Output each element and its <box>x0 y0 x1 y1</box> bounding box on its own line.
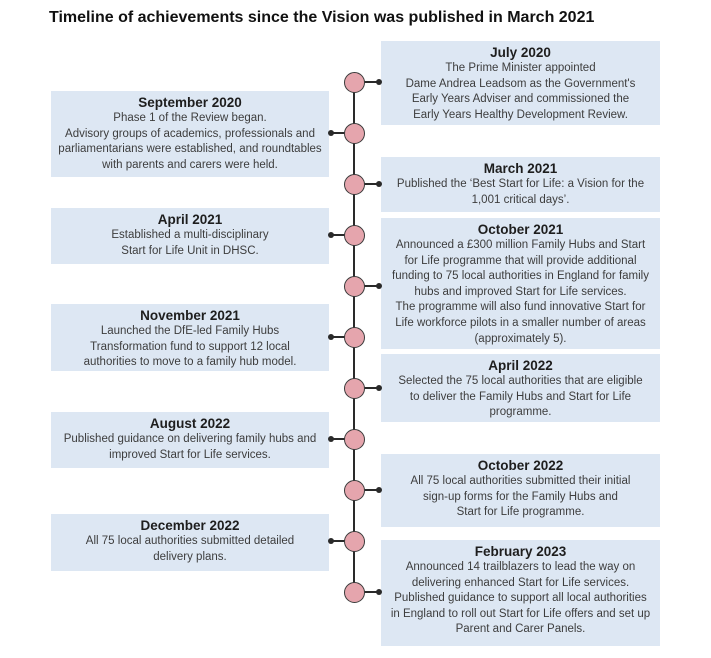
event-description-line: (approximately 5). <box>474 332 567 345</box>
event-description-line: hubs and improved Start for Life services. <box>414 285 627 298</box>
event-description-line: Phase 1 of the Review began. <box>113 112 267 124</box>
timeline-event-box <box>51 208 329 264</box>
event-description-line: funding to 75 local authorities in England for family <box>392 270 649 283</box>
event-description-line: 1,001 critical days’. <box>471 193 570 206</box>
timeline-node <box>344 378 365 399</box>
event-description-line: The Prime Minister appointed <box>445 62 596 74</box>
timeline-node <box>344 276 365 297</box>
connector-dot <box>328 130 334 136</box>
event-description-line: Start for Life Unit in DHSC. <box>121 244 259 257</box>
event-description-line: authorities to move to a family hub model. <box>83 356 297 369</box>
connector-dot <box>376 181 382 187</box>
event-description-line: delivery plans. <box>153 550 227 563</box>
timeline-event-box <box>51 514 329 571</box>
event-description-line: Published guidance on delivering family hubs and <box>63 433 317 445</box>
connector-dot <box>328 232 334 238</box>
timeline-node <box>344 429 365 450</box>
event-description-line: Advisory groups of academics, professionals and <box>65 127 315 140</box>
timeline-event-box <box>381 354 660 422</box>
event-description-line: programme. <box>489 406 552 419</box>
timeline-event-box <box>381 41 660 125</box>
connector-dot <box>376 283 382 289</box>
event-description-line: Announced 14 trailblazers to lead the way on <box>405 561 636 573</box>
timeline-event-box <box>381 157 660 212</box>
event-description-line: Selected the 75 local authorities that are eligible <box>398 375 643 387</box>
event-description-line: Transformation fund to support 12 local <box>90 340 290 353</box>
event-description-line: Dame Andrea Leadsom as the Government's <box>405 77 636 90</box>
event-date: February 2023 <box>474 544 567 559</box>
event-description-line: Launched the DfE-led Family Hubs <box>100 325 280 337</box>
timeline-event-box <box>51 412 329 468</box>
timeline-event-box <box>381 454 660 527</box>
event-description-line: Life workforce pilots in a smaller number of areas <box>395 316 646 329</box>
connector-dot <box>376 385 382 391</box>
event-date: July 2020 <box>490 45 551 60</box>
event-date: October 2021 <box>477 222 564 237</box>
event-description-line: Parent and Carer Panels. <box>455 623 586 636</box>
connector-dot <box>376 79 382 85</box>
connector-dot <box>328 538 334 544</box>
event-date: November 2021 <box>140 308 240 323</box>
timeline-node <box>344 582 365 603</box>
event-description-line: for Life programme that will provide additional <box>404 254 637 267</box>
event-description-line: parliamentarians were established, and roundtables <box>58 143 322 156</box>
page-title: Timeline of achievements since the Vision was published in March 2021 <box>49 9 595 26</box>
timeline-event-box <box>51 91 329 177</box>
event-date: October 2022 <box>477 458 564 473</box>
timeline-event-box <box>51 304 329 371</box>
event-description-line: Start for Life programme. <box>456 506 585 519</box>
timeline-node <box>344 174 365 195</box>
event-description-line: sign-up forms for the Family Hubs and <box>423 490 618 503</box>
event-date: September 2020 <box>138 95 242 110</box>
event-date: April 2022 <box>488 358 553 373</box>
event-description-line: Published guidance to support all local authorities <box>394 592 647 605</box>
event-description-line: All 75 local authorities submitted detailed <box>85 535 295 547</box>
event-description-line: delivering enhanced Start for Life services. <box>411 576 630 589</box>
event-date: April 2021 <box>157 212 223 227</box>
timeline-node <box>344 225 365 246</box>
event-description-line: to deliver the Family Hubs and Start for Life <box>409 390 632 403</box>
event-description-line: Announced a £300 million Family Hubs and Start <box>395 239 646 251</box>
event-description-line: Early Years Healthy Development Review. <box>413 108 628 121</box>
event-description-line: The programme will also fund innovative Start for <box>395 301 646 314</box>
timeline-node <box>344 72 365 93</box>
event-description-line: Established a multi-disciplinary <box>111 229 269 241</box>
connector-dot <box>328 334 334 340</box>
timeline-node <box>344 531 365 552</box>
event-description-line: Published the ‘Best Start for Life: a Vision for the <box>396 178 645 190</box>
event-date: August 2022 <box>149 416 231 431</box>
connector-dot <box>376 487 382 493</box>
timeline-event-box <box>381 540 660 646</box>
event-date: March 2021 <box>483 161 558 176</box>
connector-dot <box>328 436 334 442</box>
event-date: December 2022 <box>140 518 240 533</box>
timeline-node <box>344 480 365 501</box>
event-description-line: in England to roll out Start for Life offers and set up <box>390 607 651 620</box>
timeline-node <box>344 123 365 144</box>
event-description-line: Early Years Adviser and commissioned the <box>411 93 630 106</box>
event-description-line: All 75 local authorities submitted their initial <box>410 475 631 487</box>
event-description-line: improved Start for Life services. <box>109 448 271 461</box>
timeline-event-box <box>381 218 660 349</box>
timeline-node <box>344 327 365 348</box>
event-description-line: with parents and carers were held. <box>102 158 278 171</box>
connector-dot <box>376 589 382 595</box>
